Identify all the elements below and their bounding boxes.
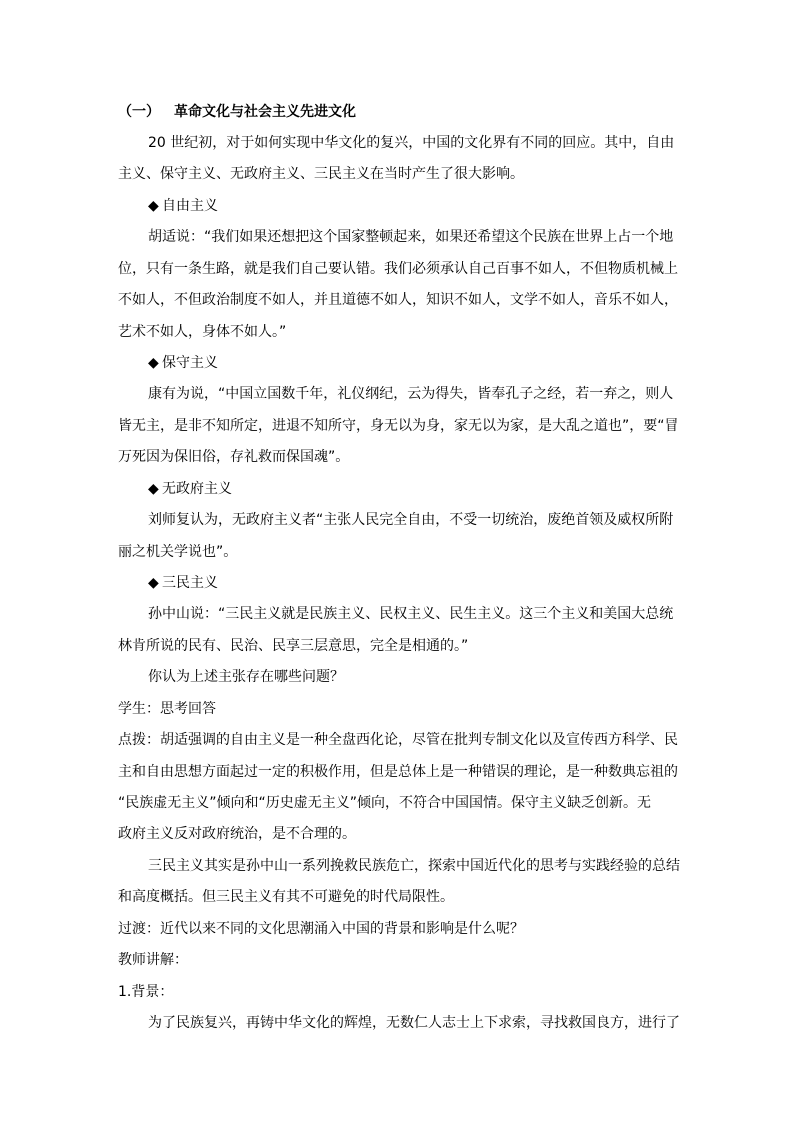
bullet-liberalism xyxy=(148,197,794,215)
background-heading: 1.背景： xyxy=(118,984,174,1000)
diamond-bullet-icon: ◆ xyxy=(148,355,159,371)
comment-line-3: “民族虚无主义”倾向和“历史虚无主义”倾向，不符合中国国情。保守主义缺乏创新。无 xyxy=(118,795,652,811)
diamond-bullet-icon: ◆ xyxy=(148,198,159,214)
comment-line-1: 点拨：胡适强调的自由主义是一种全盘西化论，尽管在批判专制文化以及宣传西方科学、民 xyxy=(118,732,678,748)
anarchism-line-2: 丽之机关学说也”。 xyxy=(118,544,238,560)
teacher-line: 教师讲解： xyxy=(118,952,188,968)
diamond-bullet-icon: ◆ xyxy=(148,575,159,591)
section-heading xyxy=(118,103,794,121)
intro-line-2: 主义、保守主义、无政府主义、三民主义在当时产生了很大影响。 xyxy=(118,166,524,182)
student-line: 学生：思考回答 xyxy=(118,701,216,717)
conservatism-line-1: 康有为说，“中国立国数千年，礼仪纲纪，云为得失，皆奉孔子之经，若一弃之，则人 xyxy=(148,386,674,402)
bullet-label: 三民主义 xyxy=(162,575,218,591)
comment2-line-1: 三民主义其实是孙中山一系列挽救民族危亡，探索中国近代化的思考与实践经验的总结 xyxy=(148,858,680,874)
conservatism-line-2: 皆无主，是非不知所定，进退不知所守，身无以为身，家无以为家，是大乱之道也”，要“冒 xyxy=(118,418,679,434)
bullet-label: 无政府主义 xyxy=(162,481,232,497)
liberalism-line-4: 艺术不如人，身体不如人。” xyxy=(118,324,287,340)
background-line-1: 为了民族复兴，再铸中华文化的辉煌，无数仁人志士上下求索，寻找救国良方，进行了 xyxy=(148,1015,680,1031)
conservatism-line-3: 万死因为保旧俗，存礼救而保国魂”。 xyxy=(118,449,350,465)
diamond-bullet-icon: ◆ xyxy=(148,481,159,497)
anarchism-line-1: 刘师复认为，无政府主义者“主张人民完全自由，不受一切统治，废绝首领及威权所附 xyxy=(148,512,674,528)
liberalism-line-3: 不如人，不但政治制度不如人，并且道德不如人，知识不如人，文学不如人，音乐不如人， xyxy=(118,292,678,308)
section-title: 革命文化与社会主义先进文化 xyxy=(174,104,356,120)
bullet-conservatism xyxy=(148,354,794,372)
intro-line-1: 20 世纪初，对于如何实现中华文化的复兴，中国的文化界有不同的回应。其中，自由 xyxy=(148,135,675,151)
bullet-label: 保守主义 xyxy=(162,355,218,371)
comment-line-4: 政府主义反对政府统治，是不合理的。 xyxy=(118,826,356,842)
bullet-anarchism xyxy=(148,480,794,498)
liberalism-line-2: 位，只有一条生路，就是我们自己要认错。我们必须承认自己百事不如人，不但物质机械上 xyxy=(118,261,678,277)
liberalism-line-1: 胡适说：“我们如果还想把这个国家整顿起来，如果还希望这个民族在世界上占一个地 xyxy=(148,229,674,245)
comment-line-2: 主和自由思想方面起过一定的积极作用，但是总体上是一种错误的理论，是一种数典忘祖的 xyxy=(118,764,678,780)
bullet-label: 自由主义 xyxy=(162,198,218,214)
comment2-line-2: 和高度概括。但三民主义有其不可避免的时代局限性。 xyxy=(118,889,454,905)
question-line: 你认为上述主张存在哪些问题？ xyxy=(148,669,344,685)
transition-line: 过渡：近代以来不同的文化思潮涌入中国的背景和影响是什么呢？ xyxy=(118,921,524,937)
three-principles-line-2: 林肯所说的民有、民治、民享三层意思，完全是相通的。” xyxy=(118,638,469,654)
section-number: （一） xyxy=(118,104,160,120)
bullet-three-principles xyxy=(148,574,794,592)
three-principles-line-1: 孙中山说：“三民主义就是民族主义、民权主义、民生主义。这三个主义和美国大总统 xyxy=(148,606,674,622)
